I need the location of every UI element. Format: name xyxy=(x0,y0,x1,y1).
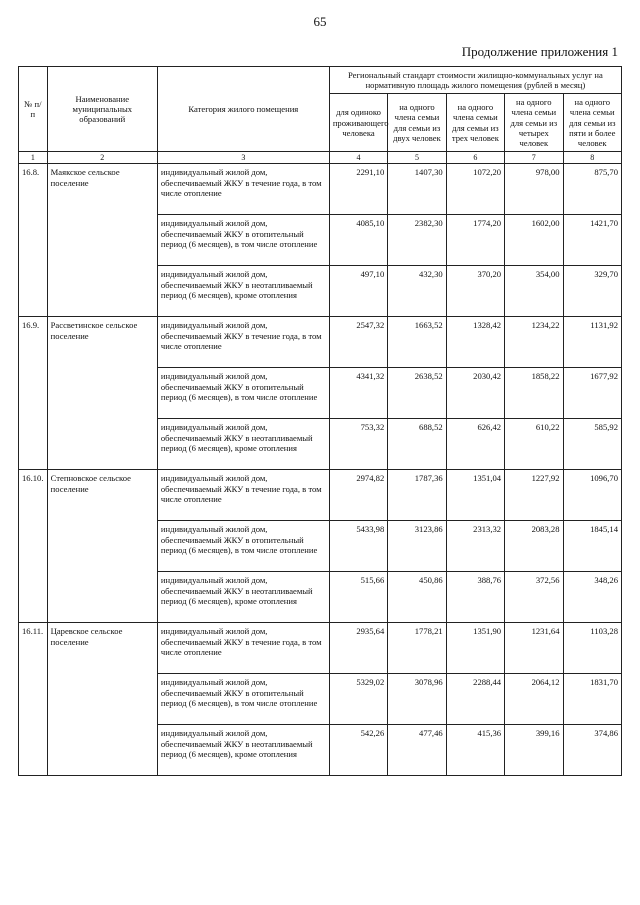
cost-value: 1227,92 xyxy=(505,470,563,521)
cost-value: 1778,21 xyxy=(388,623,446,674)
column-number: 7 xyxy=(505,151,563,163)
housing-category: индивидуальный жилой дом, обеспечиваемый ЖКУ в отопительный период (6 месяцев), в том числе отопление xyxy=(157,368,329,419)
cost-value: 372,56 xyxy=(505,572,563,623)
page-number: 65 xyxy=(313,14,327,29)
cost-value: 2638,52 xyxy=(388,368,446,419)
cost-value: 1328,42 xyxy=(446,317,504,368)
row-number: 16.10. xyxy=(19,470,48,623)
cost-value: 688,52 xyxy=(388,419,446,470)
header-sub-3: на одного члена семьи для семьи из трех человек xyxy=(446,94,504,152)
cost-value: 2382,30 xyxy=(388,215,446,266)
cost-value: 2064,12 xyxy=(505,674,563,725)
cost-value: 2291,10 xyxy=(329,164,387,215)
cost-value: 542,26 xyxy=(329,725,387,776)
table-row xyxy=(19,164,622,215)
municipality-name: Маякское сельское поселение xyxy=(47,164,157,317)
housing-category: индивидуальный жилой дом, обеспечиваемый ЖКУ в течение года, в том числе отопление xyxy=(157,317,329,368)
appendix-caption: Продолжение приложения 1 xyxy=(461,44,618,59)
cost-value: 2083,28 xyxy=(505,521,563,572)
cost-value: 515,66 xyxy=(329,572,387,623)
cost-value: 4085,10 xyxy=(329,215,387,266)
cost-value: 1096,70 xyxy=(563,470,621,521)
cost-value: 2935,64 xyxy=(329,623,387,674)
cost-value: 585,92 xyxy=(563,419,621,470)
cost-value: 978,00 xyxy=(505,164,563,215)
housing-category: индивидуальный жилой дом, обеспечиваемый ЖКУ в отопительный период (6 месяцев), в том числе отопление xyxy=(157,521,329,572)
column-number: 5 xyxy=(388,151,446,163)
cost-value: 1234,22 xyxy=(505,317,563,368)
cost-value: 477,46 xyxy=(388,725,446,776)
header-name: Наименование муниципальных образований xyxy=(47,67,157,152)
header-category: Категория жилого помещения xyxy=(157,67,329,152)
municipality-name: Царевское сельское поселение xyxy=(47,623,157,776)
cost-value: 1858,22 xyxy=(505,368,563,419)
column-number: 8 xyxy=(563,151,621,163)
cost-value: 415,36 xyxy=(446,725,504,776)
cost-value: 1602,00 xyxy=(505,215,563,266)
column-number: 6 xyxy=(446,151,504,163)
cost-value: 875,70 xyxy=(563,164,621,215)
housing-category: индивидуальный жилой дом, обеспечиваемый ЖКУ в течение года, в том числе отопление xyxy=(157,470,329,521)
cost-value: 2547,32 xyxy=(329,317,387,368)
cost-value: 1663,52 xyxy=(388,317,446,368)
column-number: 1 xyxy=(19,151,48,163)
cost-value: 2030,42 xyxy=(446,368,504,419)
cost-value: 348,26 xyxy=(563,572,621,623)
header-sub-4: на одного члена семьи для семьи из четырех человек xyxy=(505,94,563,152)
housing-category: индивидуальный жилой дом, обеспечиваемый ЖКУ в отопительный период (6 месяцев), в том числе отопление xyxy=(157,215,329,266)
row-number: 16.8. xyxy=(19,164,48,317)
table-body xyxy=(19,164,622,776)
housing-category: индивидуальный жилой дом, обеспечиваемый ЖКУ в неотапливаемый период (6 месяцев), кроме отопления xyxy=(157,572,329,623)
header-sub-2: на одного члена семьи для семьи из двух человек xyxy=(388,94,446,152)
cost-value: 432,30 xyxy=(388,266,446,317)
cost-value: 1407,30 xyxy=(388,164,446,215)
housing-category: индивидуальный жилой дом, обеспечиваемый ЖКУ в неотапливаемый период (6 месяцев), кроме отопления xyxy=(157,266,329,317)
housing-category: индивидуальный жилой дом, обеспечиваемый ЖКУ в течение года, в том числе отопление xyxy=(157,623,329,674)
cost-value: 1351,90 xyxy=(446,623,504,674)
cost-value: 3123,86 xyxy=(388,521,446,572)
cost-value: 354,00 xyxy=(505,266,563,317)
cost-value: 1103,28 xyxy=(563,623,621,674)
cost-value: 1351,04 xyxy=(446,470,504,521)
cost-value: 1131,92 xyxy=(563,317,621,368)
cost-value: 2313,32 xyxy=(446,521,504,572)
cost-value: 2288,44 xyxy=(446,674,504,725)
housing-category: индивидуальный жилой дом, обеспечиваемый ЖКУ в течение года, в том числе отопление xyxy=(157,164,329,215)
cost-value: 1774,20 xyxy=(446,215,504,266)
row-number: 16.11. xyxy=(19,623,48,776)
cost-value: 497,10 xyxy=(329,266,387,317)
cost-value: 5433,98 xyxy=(329,521,387,572)
header-no: № п/п xyxy=(19,67,48,152)
table-row xyxy=(19,470,622,521)
cost-value: 5329,02 xyxy=(329,674,387,725)
cost-value: 1231,64 xyxy=(505,623,563,674)
header-sub-5: на одного члена семьи для семьи из пяти и более человек xyxy=(563,94,621,152)
municipality-name: Степновское сельское поселение xyxy=(47,470,157,623)
standard-table-container xyxy=(18,66,622,776)
cost-value: 1421,70 xyxy=(563,215,621,266)
cost-value: 753,32 xyxy=(329,419,387,470)
standard-table xyxy=(18,66,622,776)
cost-value: 610,22 xyxy=(505,419,563,470)
column-number: 3 xyxy=(157,151,329,163)
header-standard-title: Региональный стандарт стоимости жилищно-коммунальных услуг на нормативную площадь жилого помещения (рублей в месяц) xyxy=(329,67,621,94)
cost-value: 374,86 xyxy=(563,725,621,776)
housing-category: индивидуальный жилой дом, обеспечиваемый ЖКУ в отопительный период (6 месяцев), в том числе отопление xyxy=(157,674,329,725)
column-number: 4 xyxy=(329,151,387,163)
cost-value: 1072,20 xyxy=(446,164,504,215)
cost-value: 329,70 xyxy=(563,266,621,317)
cost-value: 3078,96 xyxy=(388,674,446,725)
housing-category: индивидуальный жилой дом, обеспечиваемый ЖКУ в неотапливаемый период (6 месяцев), кроме отопления xyxy=(157,725,329,776)
header-sub-1: для одиноко проживающего человека xyxy=(329,94,387,152)
cost-value: 450,86 xyxy=(388,572,446,623)
cost-value: 1845,14 xyxy=(563,521,621,572)
cost-value: 1787,36 xyxy=(388,470,446,521)
cost-value: 4341,32 xyxy=(329,368,387,419)
table-row xyxy=(19,623,622,674)
table-row xyxy=(19,317,622,368)
cost-value: 2974,82 xyxy=(329,470,387,521)
cost-value: 626,42 xyxy=(446,419,504,470)
municipality-name: Рассветинское сельское поселение xyxy=(47,317,157,470)
cost-value: 399,16 xyxy=(505,725,563,776)
row-number: 16.9. xyxy=(19,317,48,470)
cost-value: 370,20 xyxy=(446,266,504,317)
cost-value: 1831,70 xyxy=(563,674,621,725)
cost-value: 1677,92 xyxy=(563,368,621,419)
housing-category: индивидуальный жилой дом, обеспечиваемый ЖКУ в неотапливаемый период (6 месяцев), кроме отопления xyxy=(157,419,329,470)
column-number: 2 xyxy=(47,151,157,163)
cost-value: 388,76 xyxy=(446,572,504,623)
